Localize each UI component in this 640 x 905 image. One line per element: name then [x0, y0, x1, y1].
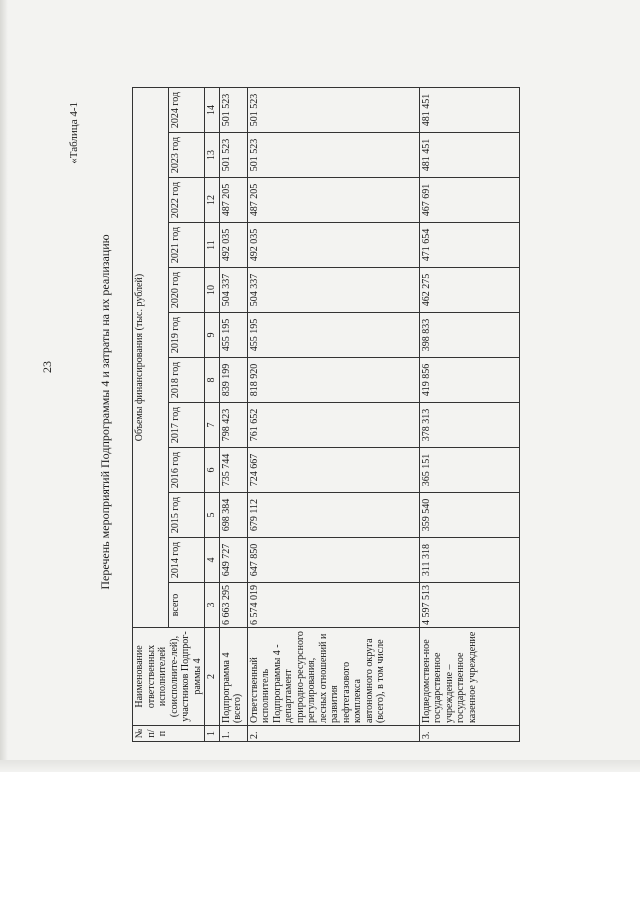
row-value: 798 423: [219, 403, 247, 448]
row-value: 481 451: [419, 88, 519, 133]
index-cell: 1: [205, 726, 220, 742]
index-cell: 3: [205, 583, 220, 628]
index-cell: 6: [205, 448, 220, 493]
header-funding: Объемы финансирования (тыс. рублей): [133, 88, 169, 628]
row-value: 735 744: [219, 448, 247, 493]
row-value: 398 833: [419, 313, 519, 358]
row-total: 6 574 019: [247, 583, 419, 628]
row-value: 492 035: [219, 223, 247, 268]
rotated-document: [0, 72, 640, 772]
header-num: № п/п: [133, 726, 205, 742]
header-year: 2021 год: [169, 223, 205, 268]
row-total: 4 597 513: [419, 583, 519, 628]
row-value: 504 337: [247, 268, 419, 313]
row-value: 501 523: [247, 88, 419, 133]
header-total: всего: [169, 583, 205, 628]
row-value: 311 318: [419, 538, 519, 583]
table-row: [219, 88, 247, 742]
row-value: 647 850: [247, 538, 419, 583]
row-value: 501 523: [219, 88, 247, 133]
row-value: 462 275: [419, 268, 519, 313]
row-value: 724 667: [247, 448, 419, 493]
index-cell: 2: [205, 628, 220, 726]
header-year: 2019 год: [169, 313, 205, 358]
funding-table: [132, 87, 520, 742]
header-year: 2017 год: [169, 403, 205, 448]
row-value: 419 856: [419, 358, 519, 403]
header-year: 2016 год: [169, 448, 205, 493]
row-value: 679 112: [247, 493, 419, 538]
index-cell: 11: [205, 223, 220, 268]
table-title: Перечень мероприятий Подпрограммы 4 и затраты на их реализацию: [98, 234, 112, 590]
index-row: [205, 88, 220, 742]
row-value: 481 451: [419, 133, 519, 178]
index-cell: 5: [205, 493, 220, 538]
index-cell: 13: [205, 133, 220, 178]
header-year: 2015 год: [169, 493, 205, 538]
row-num: 1.: [219, 726, 247, 742]
row-num: 2.: [247, 726, 419, 742]
row-num: 3.: [419, 726, 519, 742]
index-cell: 14: [205, 88, 220, 133]
index-cell: 4: [205, 538, 220, 583]
row-value: 467 691: [419, 178, 519, 223]
row-value: 501 523: [219, 133, 247, 178]
header-row-top: [133, 88, 169, 742]
header-year: 2022 год: [169, 178, 205, 223]
row-value: 455 195: [219, 313, 247, 358]
row-name: Подпрограмма 4 (всего): [219, 628, 247, 726]
row-value: 487 205: [247, 178, 419, 223]
row-value: 492 035: [247, 223, 419, 268]
index-cell: 9: [205, 313, 220, 358]
row-name: Ответственный исполнитель Подпрограммы 4 - департамент природно-ресурсного регулирования, лесных отношений и развития нефтегазового комплекса автономного округа (всего), в том числе: [247, 628, 419, 726]
table-row: [419, 88, 519, 742]
row-value: 649 727: [219, 538, 247, 583]
row-total: 6 663 295: [219, 583, 247, 628]
row-value: 761 652: [247, 403, 419, 448]
table-tag: «Таблица 4-1: [68, 102, 80, 164]
row-name: Подведомствен-ное государственное учреждение – государственное казенное учреждение: [419, 628, 519, 726]
row-value: 471 654: [419, 223, 519, 268]
header-year: 2024 год: [169, 88, 205, 133]
row-value: 365 151: [419, 448, 519, 493]
row-value: 359 540: [419, 493, 519, 538]
header-year: 2023 год: [169, 133, 205, 178]
table-row: [247, 88, 419, 742]
header-year: 2020 год: [169, 268, 205, 313]
header-year: 2018 год: [169, 358, 205, 403]
row-value: 501 523: [247, 133, 419, 178]
header-name: Наименование ответственных исполнителей (соисполните-лей), участников Подпрог-раммы 4: [133, 628, 205, 726]
page-number: 23: [40, 361, 54, 373]
row-value: 504 337: [219, 268, 247, 313]
row-value: 839 199: [219, 358, 247, 403]
row-value: 378 313: [419, 403, 519, 448]
index-cell: 12: [205, 178, 220, 223]
index-cell: 7: [205, 403, 220, 448]
index-cell: 10: [205, 268, 220, 313]
header-year: 2014 год: [169, 538, 205, 583]
row-value: 818 920: [247, 358, 419, 403]
row-value: 698 384: [219, 493, 247, 538]
index-cell: 8: [205, 358, 220, 403]
row-value: 487 205: [219, 178, 247, 223]
row-value: 455 195: [247, 313, 419, 358]
